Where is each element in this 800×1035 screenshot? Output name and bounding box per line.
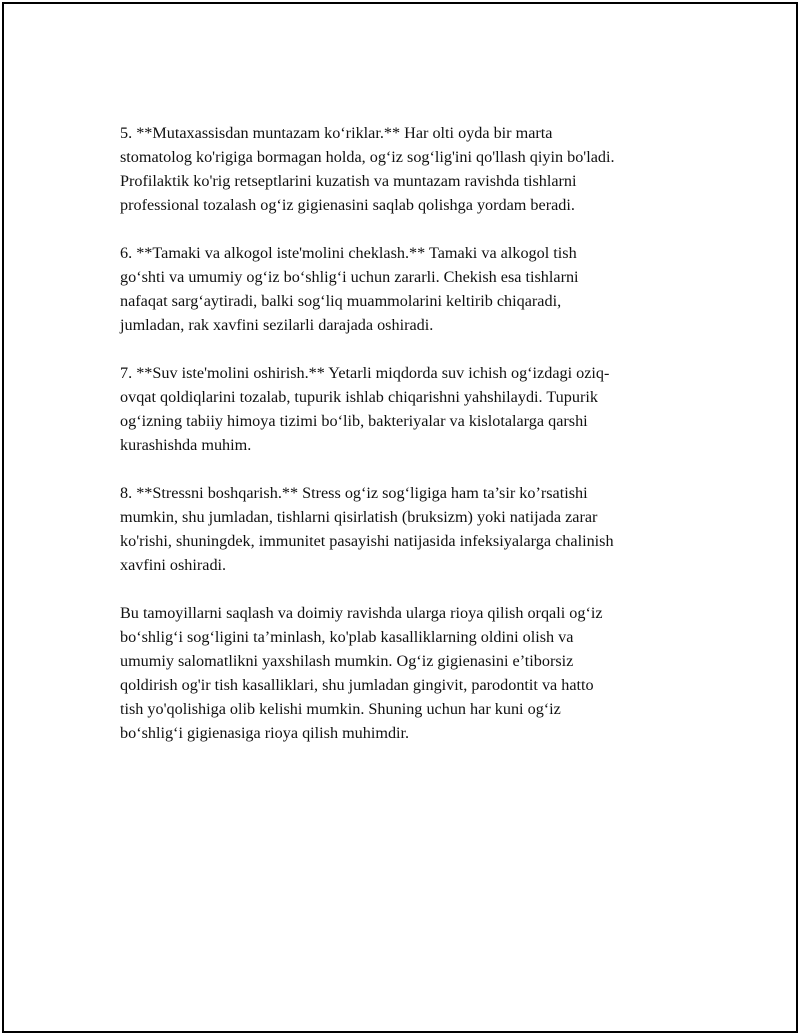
paragraph-line: Profilaktik ko'rig retseptlarini kuzatish va muntazam ravishda tishlarni	[120, 172, 577, 190]
paragraph-line: jumladan, rak xavfini sezilarli darajada oshiradi.	[120, 316, 434, 334]
paragraph-line: go‘shti va umumiy og‘iz bo‘shlig‘i uchun zararli. Chekish esa tishlarni	[120, 268, 579, 286]
paragraph-line: umumiy salomatlikni yaxshilash mumkin. Og‘iz gigienasini e’tiborsiz	[120, 652, 574, 670]
document-page	[2, 2, 798, 1033]
document-body	[120, 121, 690, 769]
paragraph-line: stomatolog ko'rigiga bormagan holda, og‘iz sog‘lig'ini qo'llash qiyin bo'ladi.	[120, 148, 615, 166]
paragraph-item-6	[120, 241, 690, 337]
paragraph-line: Bu tamoyillarni saqlash va doimiy ravishda ularga rioya qilish orqali og‘iz	[120, 604, 603, 622]
paragraph-line: ovqat qoldiqlarini tozalab, tupurik ishlab chiqarishni yahshilaydi. Tupurik	[120, 388, 598, 406]
paragraph-conclusion	[120, 601, 690, 745]
paragraph-line: 6. **Tamaki va alkogol iste'molini cheklash.** Tamaki va alkogol tish	[120, 244, 577, 262]
paragraph-line: professional tozalash og‘iz gigienasini saqlab qolishga yordam beradi.	[120, 196, 575, 214]
paragraph-item-7	[120, 361, 690, 457]
paragraph-line: kurashishda muhim.	[120, 436, 252, 454]
paragraph-line: bo‘shlig‘i sog‘ligini ta’minlash, ko'plab kasalliklarning oldini olish va	[120, 628, 574, 646]
paragraph-line: 5. **Mutaxassisdan muntazam ko‘riklar.** Har olti oyda bir marta	[120, 124, 553, 142]
paragraph-line: 7. **Suv iste'molini oshirish.** Yetarli miqdorda suv ichish og‘izdagi oziq-	[120, 364, 610, 382]
paragraph-line: mumkin, shu jumladan, tishlarni qisirlatish (bruksizm) yoki natijada zarar	[120, 508, 598, 526]
paragraph-line: og‘izning tabiiy himoya tizimi bo‘lib, bakteriyalar va kislotalarga qarshi	[120, 412, 588, 430]
paragraph-line: 8. **Stressni boshqarish.** Stress og‘iz sog‘ligiga ham ta’sir ko’rsatishi	[120, 484, 588, 502]
paragraph-line: qoldirish og'ir tish kasalliklari, shu jumladan gingivit, parodontit va hatto	[120, 676, 594, 694]
paragraph-line: xavfini oshiradi.	[120, 556, 227, 574]
paragraph-line: ko'rishi, shuningdek, immunitet pasayishi natijasida infeksiyalarga chalinish	[120, 532, 614, 550]
paragraph-line: nafaqat sarg‘aytiradi, balki sog‘liq muammolarini keltirib chiqaradi,	[120, 292, 562, 310]
paragraph-line: bo‘shlig‘i gigienasiga rioya qilish muhimdir.	[120, 724, 410, 742]
paragraph-line: tish yo'qolishiga olib kelishi mumkin. Shuning uchun har kuni og‘iz	[120, 700, 561, 718]
paragraph-item-8	[120, 481, 690, 577]
paragraph-item-5	[120, 121, 690, 217]
